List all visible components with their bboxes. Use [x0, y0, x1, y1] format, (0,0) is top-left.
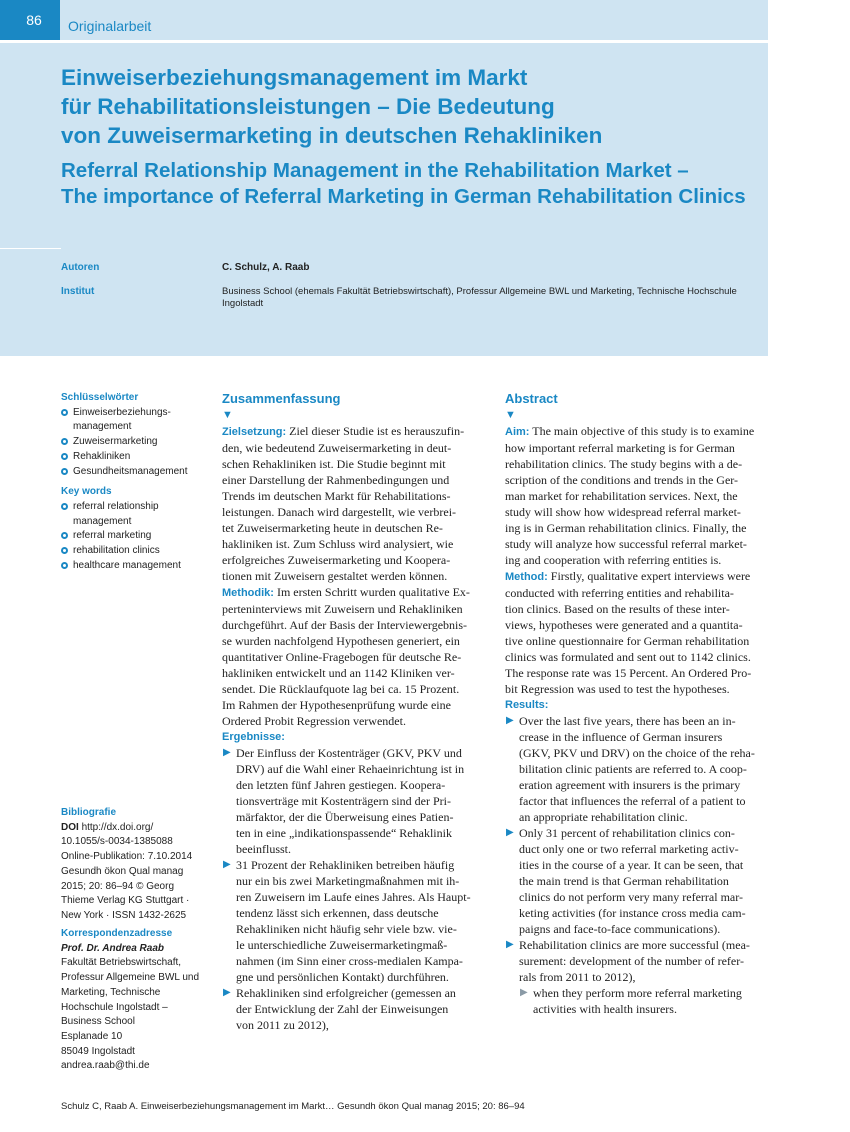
zusammenfassung-heading: Zusammenfassung	[222, 391, 341, 406]
list-item-nested: ▶ when they perform more referral marketing activities with health insurers.	[520, 986, 742, 1016]
keywords-box	[61, 391, 211, 573]
abstract-heading: Abstract	[505, 391, 558, 406]
abstract-method: Method: Firstly, qualitative expert interviews were conducted with referring entities and rehabilita- tion clinics. Based on the results of these inter- views, hypotheses were generated and a quantita- tive online questionnaire for German rehabilitation clinics was formulated and sent out to 1142 clinics. The response rate was 15 Percent. An Ordered Pro- bit Regression was used to test the hypotheses.	[505, 569, 752, 696]
bibliography-label: Bibliografie	[61, 807, 117, 818]
authors: C. Schulz, A. Raab	[222, 262, 310, 273]
list-item: ▶ 31 Prozent der Rehakliniken betreiben häufig nur ein bis zwei Marketingmaßnahmen mit ih- ren Zuweisern im Laufe eines Jahres. Als Haupt- tendenz lässt sich erkennen, dass deutsche Rehakliniken nicht häufig sehr viele bzw. vie- le unterschiedliche Zuweisermarketingmaß- nahmen (im Sinn einer cross-medialen Kampa- gne und persönlichen Kontakt) durchführen.	[223, 858, 471, 984]
bullet-circle-icon	[61, 532, 68, 539]
triangle-right-icon: ▶	[506, 715, 514, 726]
zusammenfassung-aim: Zielsetzung: Ziel dieser Studie ist es herauszufin- den, wie bedeutend Zuweisermarketing in deut- schen Rehakliniken ist. Die Studie beginnt mit einer Darstellung der Rahmenbedingungen und Trends im deutschen Markt für Rehabilitations- leistungen. Danach wird dargestellt, wie verbrei- tet Zuweisermarketing heute in deutschen Re- hakliniken ist. Zum Schluss wird analysiert, wie erfolgreiches Zuweisermarketing und Koopera- tionen mit Zuweisern gestaltet werden können.	[222, 424, 465, 583]
list-item: ▶ Only 31 percent of rehabilitation clinics con- duct only one or two referral marketing activ- ities in the course of a year. It can be seen, that the main trend is that German rehabilitation clinics do not perform very many referral mar- keting activities (for instance cross media cam- paigns and face-to-face communications).	[506, 826, 746, 936]
abstract-results-list	[505, 713, 769, 1017]
list-item: ▶ Rehakliniken sind erfolgreicher (gemessen an der Entwicklung der Zahl der Einweisungen von 2011 zu 2012),	[223, 986, 456, 1032]
list-item: ▶ Over the last five years, there has been an in- crease in the influence of German insurers (GKV, PKV und DRV) on the choice of the reha- bilitation clinic patients are referred to. A coop- eration agreement with insurers is the primary factor that influences the referral of a patient to an appropriate rehabilitation clinic.	[506, 714, 755, 824]
correspondence-label: Korrespondenzadresse	[61, 928, 173, 939]
triangle-right-icon: ▶	[506, 939, 514, 950]
keywords-en-label: Key words	[61, 486, 112, 498]
institute: Business School (ehemals Fakultät Betriebswirtschaft), Professur Allgemeine BWL und Marketing, Technische Hochschule Ingolstadt	[222, 286, 737, 309]
title-german: Einweiserbeziehungsmanagement im Markt für Rehabilitationsleistungen – Die Bedeutung von Zuweisermarketing in deutschen Rehakliniken	[61, 65, 603, 148]
keywords-de-list	[61, 406, 211, 480]
bullet-circle-icon	[61, 409, 68, 416]
header-bar	[0, 0, 768, 40]
abstract-results-label: Results:	[505, 699, 549, 711]
bullet-circle-icon	[61, 468, 68, 475]
list-item: ▶ Der Einfluss der Kostenträger (GKV, PKV und DRV) auf die Wahl einer Rehaeinrichtung ist in den letzten fünf Jahren gestiegen. Koopera- tionsverträge mit Kostenträgern sind der Pri- märfaktor, der die Überweisung eines Patien- ten in eine „indikationspassende“ Rehaklinik beeinflusst.	[223, 746, 465, 856]
list-item: ▶ Rehabilitation clinics are more successful (mea- surement: development of the number of refer- rals from 2011 to 2012),	[506, 938, 750, 984]
section-label: Originalarbeit	[68, 18, 152, 34]
keyword-item: Gesundheitsmanagement	[61, 465, 211, 480]
keyword-item: referral relationship management	[61, 500, 211, 529]
keyword-item: Einweiserbeziehungs- management	[61, 406, 211, 435]
zusammenfassung-results-list	[222, 745, 486, 1033]
keywords-de-label: Schlüsselwörter	[61, 392, 139, 403]
triangle-right-icon: ▶	[223, 987, 231, 998]
zusammenfassung-column	[222, 391, 486, 1033]
keyword-item: Rehakliniken	[61, 450, 211, 465]
triangle-right-icon: ▶	[223, 859, 231, 870]
keyword-item: rehabilitation clinics	[61, 544, 211, 559]
abstract-column	[505, 391, 769, 1017]
correspondence-name: Prof. Dr. Andrea Raab	[61, 942, 164, 954]
title-english: Referral Relationship Management in the Rehabilitation Market – The importance of Referral Marketing in German Rehabilitation Clinics	[61, 159, 746, 208]
bullet-circle-icon	[61, 438, 68, 445]
page-number: 86	[0, 0, 60, 40]
keyword-item: healthcare management	[61, 559, 211, 574]
correspondence-box: Korrespondenzadresse Prof. Dr. Andrea Raab Fakultät Betriebswirtschaft, Professur Allgemeine BWL und Marketing, Technische Hochschule Ingolstadt – Business School Esplanade 10 85049 Ingolstadt andrea.raab@thi.de	[61, 927, 211, 1074]
triangle-right-icon: ▶	[506, 827, 514, 838]
triangle-right-icon: ▶	[223, 747, 231, 758]
keyword-item: Zuweisermarketing	[61, 435, 211, 450]
correspondence-email[interactable]: andrea.raab@thi.de	[61, 1060, 150, 1072]
triangle-down-icon: ▼	[505, 409, 516, 421]
bullet-circle-icon	[61, 503, 68, 510]
triangle-right-icon: ▶	[520, 987, 528, 998]
title-divider	[0, 248, 61, 249]
abstract-aim: Aim: The main objective of this study is to examine how important referral marketing is for German rehabilitation clinics. The study begins with a de- scription of the conditions and trends in the Ger- man market for rehabilitation services. Next, the study will show how widespread referral market- ing is in German rehabilitation clinics. Finally, the study will analyze how successful referral market- ing and cooperation with referring entities is.	[505, 424, 755, 567]
bibliography-box: Bibliografie DOI http://dx.doi.org/ 10.1055/s-0034-1385088 Online-Publikation: 7.10.2014 Gesundh ökon Qual manag 2015; 20: 86–94 © Georg Thieme Verlag KG Stuttgart · New York · ISSN 1432-2625	[61, 806, 211, 924]
institute-label: Institut	[61, 286, 95, 297]
keyword-item: referral marketing	[61, 529, 211, 544]
doi-label: DOI	[61, 821, 79, 833]
triangle-down-icon: ▼	[222, 409, 233, 421]
zusammenfassung-results-label: Ergebnisse:	[222, 731, 285, 743]
doi-link[interactable]: http://dx.doi.org/	[81, 821, 154, 833]
authors-label: Autoren	[61, 262, 100, 273]
bullet-circle-icon	[61, 562, 68, 569]
zusammenfassung-method: Methodik: Im ersten Schritt wurden qualitative Ex- perteninterviews mit Zuweisern und Rehakliniken durchgeführt. Auf der Basis der Interviewergebnis- se wurden nachfolgend Hypothesen generiert, ein quantitativer Online-Fragebogen für deutsche Re- hakliniken entwickelt und an 1142 Kliniken ver- sendet. Die Rücklaufquote lag bei ca. 15 Prozent. Im Rahmen der Hypothesenprüfung wurde eine Ordered Probit Regression verwendet.	[222, 585, 470, 728]
bullet-circle-icon	[61, 547, 68, 554]
page-footer: Schulz C, Raab A. Einweiserbeziehungsmanagement im Markt… Gesundh ökon Qual manag 2015; 20: 86–94	[61, 1101, 525, 1112]
keywords-en-list	[61, 500, 211, 574]
bullet-circle-icon	[61, 453, 68, 460]
